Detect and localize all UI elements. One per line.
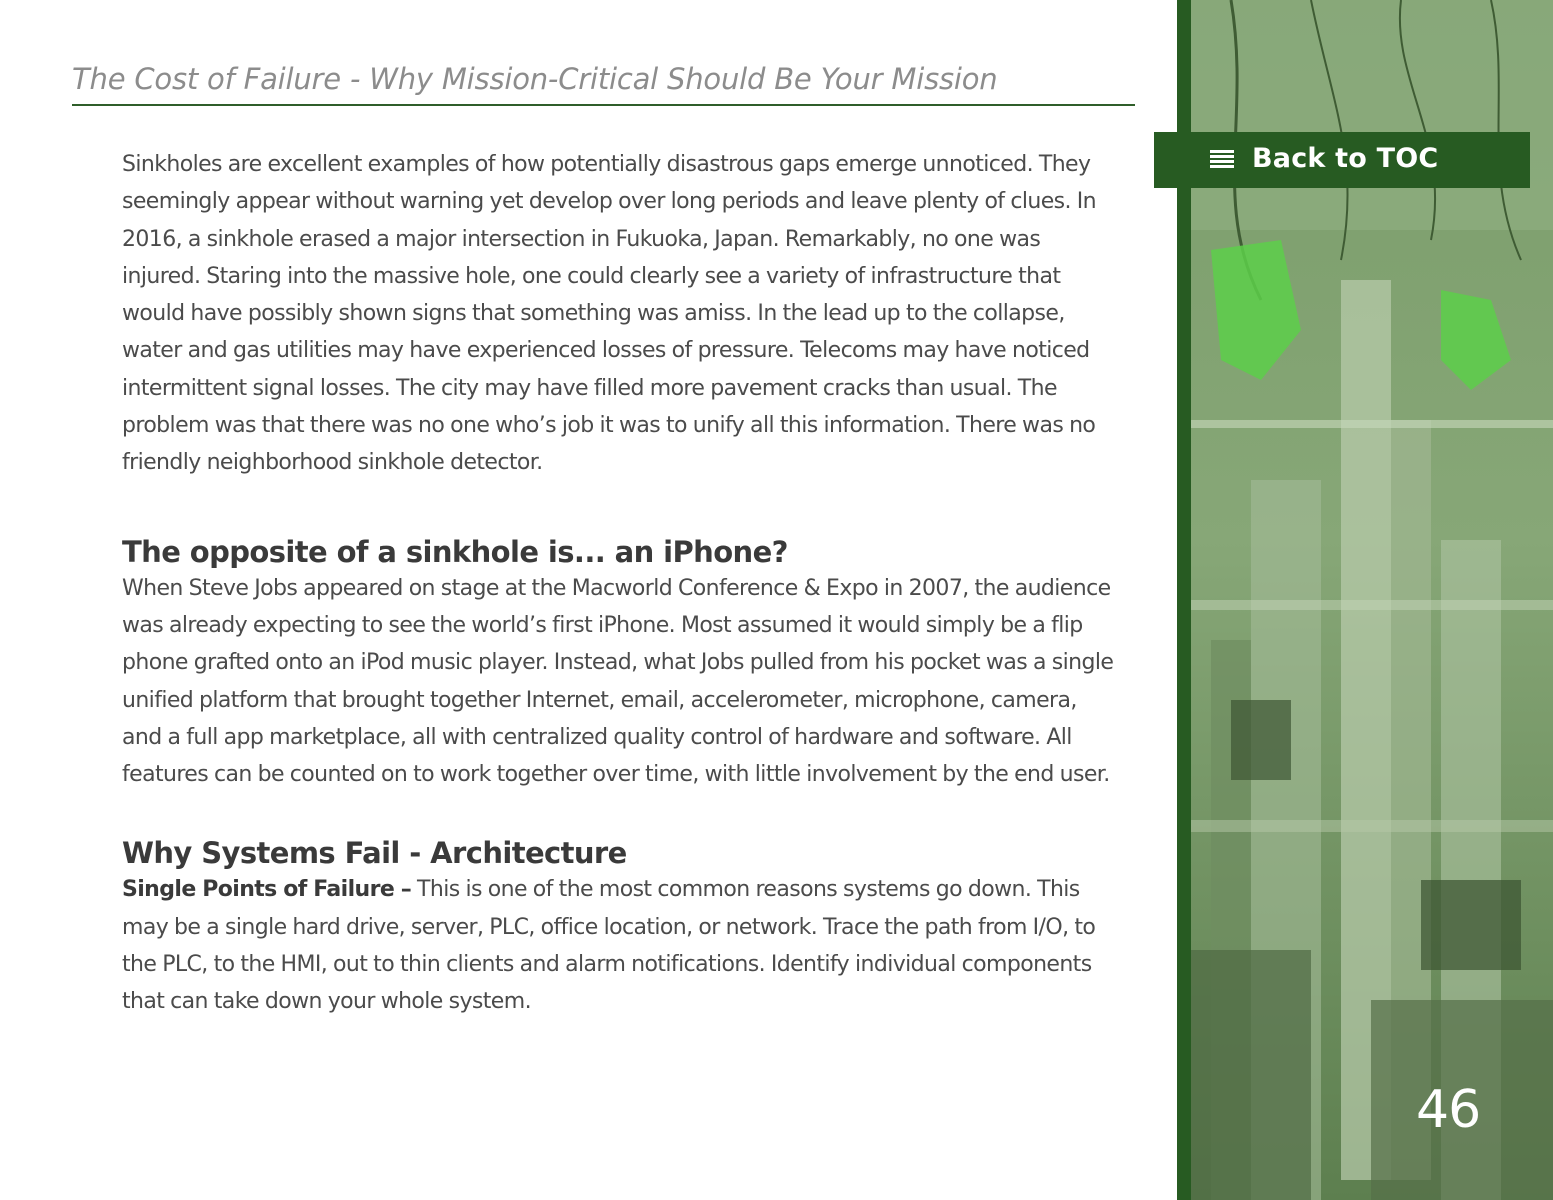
architecture-paragraph: [122, 871, 1122, 1020]
back-to-toc-label: Back to TOC: [1252, 143, 1439, 174]
page-number: 46: [1416, 1080, 1481, 1140]
page-header: [72, 62, 1135, 106]
intro-paragraph: Sinkholes are excellent examples of how potentially disastrous gaps emerge unnoticed. They seemingly appear without warning yet develop over long periods and leave plenty of clues. In 2016, a sinkhole erased a major intersection in Fukuoka, Japan. Remarkably, no one was injured. Staring into the massive hole, one could clearly see a variety of infrastructure that would have possibly shown signs that something was amiss. In the lead up to the collapse, water and gas utilities may have experienced losses of pressure. Telecoms may have noticed intermittent signal losses. The city may have filled more pavement cracks than usual. The problem was that there was no one who’s job it was to unify all this information. There was no friendly neighborhood sinkhole detector.: [122, 152, 1097, 476]
single-points-of-failure-lead: Single Points of Failure –: [122, 877, 412, 903]
main-content: [122, 146, 1122, 1021]
iphone-paragraph: When Steve Jobs appeared on stage at the Macworld Conference & Expo in 2007, the audience was already expecting to see the world’s first iPhone. Most assumed it would simply be a flip phone grafted onto an iPod music player. Instead, what Jobs pulled from his pocket was a single unified platform that brought together Internet, email, accelerometer, microphone, camera, and a full app marketplace, all with centralized quality control of hardware and software. All features can be counted on to work together over time, with little involvement by the end user.: [122, 575, 1114, 788]
architecture-paragraph-text: This is one of the most common reasons systems go down. This may be a single hard drive, server, PLC, office location, or network. Trace the path from I/O, to the PLC, to the HMI, out to thin clients and alarm notifications. Identify individual components that can take down your whole system.: [122, 877, 1096, 1015]
list-icon: [1210, 150, 1234, 170]
back-to-toc-button[interactable]: [1154, 132, 1530, 188]
section-heading-architecture: Why Systems Fail - Architecture: [122, 836, 627, 871]
section-heading-iphone: The opposite of a sinkhole is... an iPhone?: [122, 534, 788, 569]
document-title: The Cost of Failure - Why Mission-Critical Should Be Your Mission: [72, 62, 998, 96]
